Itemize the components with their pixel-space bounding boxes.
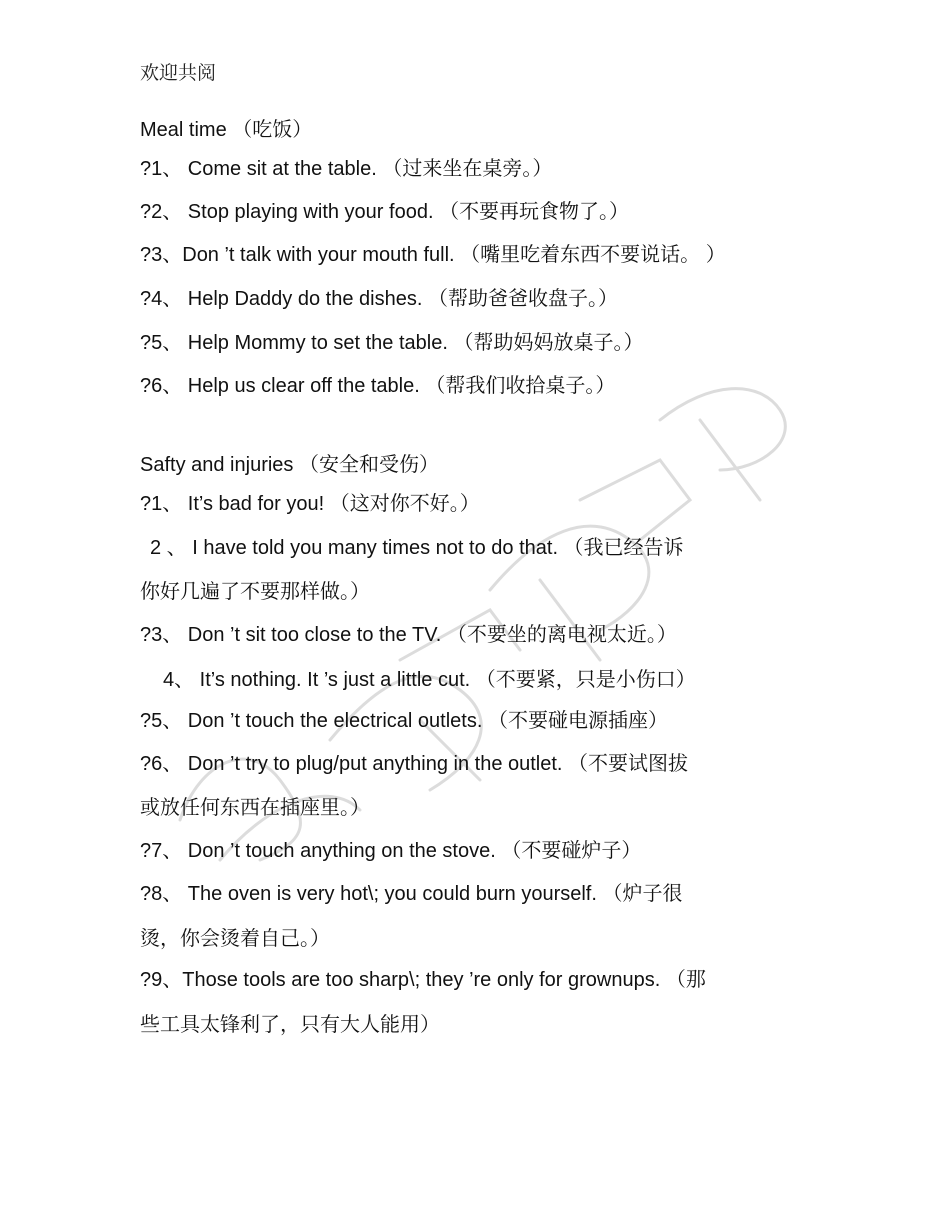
text-line: ?7、 Don ’t touch anything on the stove. （不要碰炉子） [140, 840, 642, 862]
text-line: ?3、Don ’t talk with your mouth full. （嘴里吃着东西不要说话。 ） [140, 244, 726, 266]
text-line: ?6、 Don ’t try to plug/put anything in the outlet. （不要试图拔 [140, 753, 689, 775]
text-line: ?5、 Help Mommy to set the table. （帮助妈妈放桌子。） [140, 332, 644, 354]
text-line: ?8、 The oven is very hot\; you could burn yourself. （炉子很 [140, 883, 683, 905]
text-line: ?4、 Help Daddy do the dishes. （帮助爸爸收盘子。） [140, 288, 618, 310]
text-line: ?1、 Come sit at the table. （过来坐在桌旁。） [140, 158, 553, 180]
text-line: ?3、 Don ’t sit too close to the TV. （不要坐的离电视太近。） [140, 624, 677, 646]
text-line: ?9、Those tools are too sharp\; they ’re only for grownups. （那 [140, 969, 706, 991]
text-line: 4、 It’s nothing. It ’s just a little cut. （不要紧，只是小伤口） [163, 669, 696, 691]
text-line: ?2、 Stop playing with your food. （不要再玩食物了。） [140, 201, 630, 223]
text-line: ?6、 Help us clear off the table. （帮我们收拾桌子。） [140, 375, 616, 397]
text-line: 烫，你会烫着自己。） [140, 928, 330, 950]
text-line: Safty and injuries （安全和受伤） [140, 454, 439, 476]
text-line: ?1、 It’s bad for you! （这对你不好。） [140, 493, 480, 515]
text-line: 你好几遍了不要那样做。） [140, 581, 370, 603]
text-line: 些工具太锋利了，只有大人能用） [140, 1014, 440, 1036]
text-line: ?5、 Don ’t touch the electrical outlets. （不要碰电源插座） [140, 710, 668, 732]
text-line: Meal time （吃饭） [140, 119, 313, 141]
text-line: 2 、 I have told you many times not to do that. （我已经告诉 [150, 537, 684, 559]
page-header: 欢迎共阅 [140, 62, 217, 84]
text-line: 或放任何东西在插座里。） [140, 797, 370, 819]
